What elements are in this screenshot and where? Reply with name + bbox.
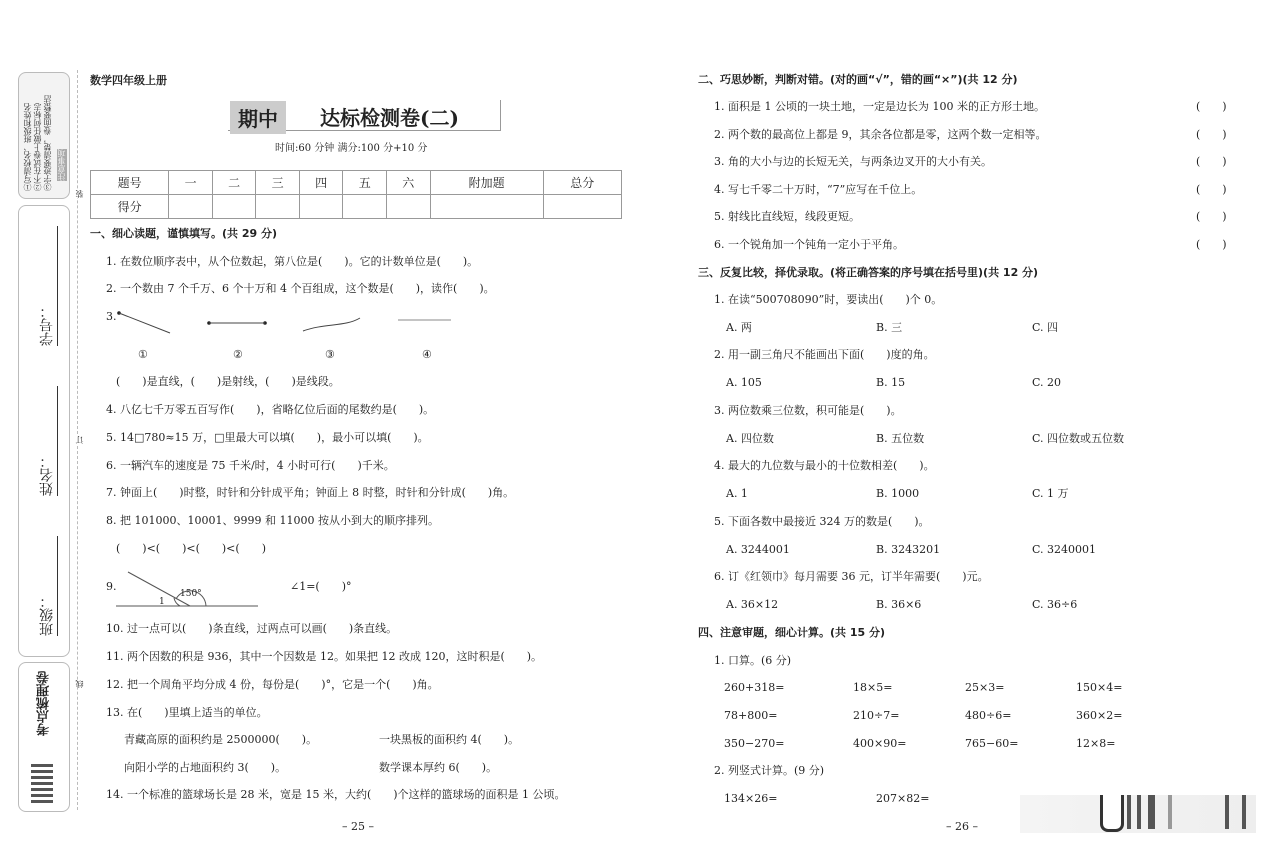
question: 3. [106, 310, 117, 323]
table-header-cell: 附加题 [430, 171, 543, 195]
choice-option[interactable]: A. 36×12 [726, 598, 779, 611]
mental-calc: 150×4= [1076, 681, 1123, 694]
score-cell[interactable] [299, 195, 343, 219]
table-header-cell: 二 [212, 171, 256, 195]
sub-heading: 1. 口算。(6 分) [714, 654, 792, 667]
choice-option[interactable]: A. 两 [726, 321, 752, 334]
choice-option[interactable]: C. 36÷6 [1032, 598, 1078, 611]
question: 14. 一个标准的篮球场长是 28 米，宽是 15 米，大约( )个这样的篮球场的面积是 1 公顷。 [106, 788, 566, 801]
question: 4. 写七千零二十万时，“7”应写在千位上。 [714, 182, 923, 196]
vertical-calc: 207×82= [876, 792, 930, 805]
question: 5. 14□780≈15 万，□里最大可以填( )，最小可以填( )。 [106, 431, 429, 444]
mental-calc: 400×90= [853, 737, 907, 750]
score-cell[interactable] [543, 195, 621, 219]
figure-label: ① [138, 348, 148, 361]
question: 13. 在( )里填上适当的单位。 [106, 706, 268, 719]
section-heading: 四、注意审题，细心计算。(共 15 分) [698, 626, 886, 639]
answer-line[interactable]: ∠1=( )° [290, 580, 352, 593]
choice-option[interactable]: C. 20 [1032, 376, 1062, 390]
page-number: – 26 – [946, 820, 978, 833]
question: 5. 射线比直线短，线段更短。 [714, 210, 860, 224]
notice-box [18, 72, 70, 199]
cut-mark: 订 [73, 436, 87, 444]
question: 10. 过一点可以( )条直线，过两点可以画( )条直线。 [106, 622, 398, 635]
class-field[interactable]: 班级： [37, 536, 58, 636]
score-cell[interactable] [343, 195, 387, 219]
title-tag: 期中 [230, 101, 286, 134]
section-heading: 三、反复比较，择优录取。(将正确答案的序号填在括号里)(共 12 分) [698, 266, 1039, 279]
table-header-cell: 六 [386, 171, 430, 195]
table-header-cell: 总分 [543, 171, 621, 195]
choice-option[interactable]: A. 3244001 [726, 542, 790, 556]
book-header: 数学四年级上册 [90, 74, 167, 87]
answer-bracket[interactable]: ( ) [1196, 182, 1227, 196]
table-header-cell: 四 [299, 171, 343, 195]
mental-calc: 350−270= [724, 737, 785, 750]
question: 7. 钟面上( )时整，时针和分针成平角；钟面上 8 时整，时针和分针成( )角。 [106, 486, 515, 499]
page-number: – 25 – [342, 820, 374, 833]
answer-bracket[interactable]: ( ) [1196, 127, 1227, 141]
mental-calc: 260+318= [724, 681, 785, 694]
brand-box [18, 662, 70, 812]
question: 6. 一个锐角加一个钝角一定小于平角。 [714, 238, 904, 251]
scan-artifact [1020, 795, 1256, 833]
choice-option[interactable]: B. 1000 [876, 487, 920, 501]
exam-meta: 时间:60 分钟 满分:100 分+10 分 [275, 143, 428, 154]
score-cell[interactable] [212, 195, 256, 219]
page-title: 达标检测卷(二) [320, 106, 459, 130]
mental-calc: 18×5= [853, 681, 893, 694]
mental-calc: 360×2= [1076, 709, 1123, 722]
figure-label: ④ [422, 348, 432, 361]
sub-item: 数学课本厚约 6( )。 [379, 761, 498, 774]
score-cell[interactable] [256, 195, 300, 219]
choice-option[interactable]: B. 五位数 [876, 431, 925, 445]
table-header-cell: 一 [169, 171, 213, 195]
score-cell[interactable] [386, 195, 430, 219]
student-info-box [18, 205, 70, 657]
question: 9. [106, 580, 117, 593]
answer-line[interactable]: ( )<( )<( )<( ) [116, 542, 266, 555]
choice-option[interactable]: B. 三 [876, 321, 903, 334]
choice-option[interactable]: A. 1 [726, 487, 748, 501]
cut-mark: 装 [73, 190, 87, 198]
choice-option[interactable]: A. 四位数 [726, 431, 774, 445]
choice-option[interactable]: C. 四位数或五位数 [1032, 431, 1125, 445]
question: 2. 用一副三角尺不能画出下面( )度的角。 [714, 348, 935, 362]
figure-label: ② [233, 348, 243, 361]
question: 5. 下面各数中最接近 324 万的数是( )。 [714, 514, 930, 528]
answer-line[interactable]: ( )是直线，( )是射线，( )是线段。 [116, 375, 340, 388]
sub-item: 一块黑板的面积约 4( )。 [379, 733, 520, 746]
answer-bracket[interactable]: ( ) [1196, 100, 1227, 113]
question: 6. 一辆汽车的速度是 75 千米/时，4 小时可行( )千米。 [106, 459, 395, 472]
question: 3. 两位数乘三位数，积可能是( )。 [714, 403, 902, 417]
choice-option[interactable]: B. 15 [876, 376, 906, 390]
brand-label: 考点梳理卷 [37, 671, 52, 736]
student-id-field[interactable]: 学号： [37, 226, 58, 346]
sub-heading: 2. 列竖式计算。(9 分) [714, 764, 825, 777]
question: 3. 角的大小与边的长短无关，与两条边叉开的大小有关。 [714, 155, 992, 169]
score-cell[interactable] [169, 195, 213, 219]
question: 2. 两个数的最高位上都是 9，其余各位都是零，这两个数一定相等。 [714, 127, 1047, 141]
question: 4. 八亿七千万零五百写作( )，省略亿位后面的尾数约是( )。 [106, 403, 435, 416]
question: 4. 最大的九位数与最小的十位数相差( )。 [714, 459, 935, 473]
choice-option[interactable]: C. 1 万 [1032, 487, 1069, 501]
question: 11. 两个因数的积是 936，其中一个因数是 12。如果把 12 改成 120，这时积是( )。 [106, 650, 543, 663]
question: 6. 订《红领巾》每月需要 36 元，订半年需要( )元。 [714, 570, 989, 583]
table-header-cell: 题号 [91, 171, 169, 195]
question: 8. 把 101000、10001、9999 和 11000 按从小到大的顺序排列。 [106, 514, 439, 527]
mental-calc: 765−60= [965, 737, 1019, 750]
angle-label: 150° [180, 589, 202, 599]
mental-calc: 12×8= [1076, 737, 1116, 750]
figure-label: ③ [325, 348, 335, 361]
notice-list [23, 79, 54, 191]
brand-logo-icon [31, 763, 53, 803]
score-cell[interactable] [430, 195, 543, 219]
notice-item: ①写清校名、班级和姓名 [23, 103, 32, 191]
notice-item: ③字迹要清楚，卷面要整洁 [43, 95, 52, 191]
score-table [90, 170, 622, 219]
name-field[interactable]: 姓名： [37, 386, 58, 496]
mental-calc: 78+800= [724, 709, 778, 722]
section-heading: 一、细心读题，谨慎填写。(共 29 分) [90, 227, 278, 240]
table-header-cell: 五 [343, 171, 387, 195]
table-header-cell: 三 [256, 171, 300, 195]
mental-calc: 480÷6= [965, 709, 1012, 722]
choice-option[interactable]: B. 3243201 [876, 542, 941, 556]
choice-option[interactable]: C. 3240001 [1032, 542, 1097, 556]
choice-option[interactable]: B. 36×6 [876, 598, 922, 611]
notice-item: ②不在试卷上做任何标志 [33, 103, 42, 191]
choice-option[interactable]: A. 105 [726, 376, 762, 390]
notice-label: 注意事项 [57, 149, 66, 181]
angle-mark: 1 [159, 597, 165, 607]
table-cell: 得分 [91, 195, 169, 219]
table-row [91, 171, 622, 195]
question: 2. 一个数由 7 个千万、6 个十万和 4 个百组成，这个数是( )，读作( )。 [106, 282, 495, 295]
sub-item: 向阳小学的占地面积约 3( )。 [124, 761, 287, 774]
answer-bracket[interactable]: ( ) [1196, 210, 1227, 224]
question: 1. 在读“500708090”时，要读出( )个 0。 [714, 293, 943, 306]
mental-calc: 25×3= [965, 681, 1005, 694]
sub-item: 青藏高原的面积约是 2500000( )。 [124, 733, 318, 746]
question: 12. 把一个周角平均分成 4 份，每份是( )°，它是一个( )角。 [106, 678, 439, 691]
answer-bracket[interactable]: ( ) [1196, 155, 1227, 169]
answer-bracket[interactable]: ( ) [1196, 238, 1227, 251]
cut-mark: 线 [73, 680, 87, 688]
mental-calc: 210÷7= [853, 709, 900, 722]
section-heading: 二、巧思妙断，判断对错。(对的画“√”，错的画“×”)(共 12 分) [698, 73, 1018, 86]
table-row [91, 195, 622, 219]
line-figures [110, 305, 470, 335]
choice-option[interactable]: C. 四 [1032, 321, 1059, 334]
question: 1. 在数位顺序表中，从个位数起，第八位是( )。它的计数单位是( )。 [106, 255, 479, 268]
question: 1. 面积是 1 公顷的一块土地，一定是边长为 100 米的正方形土地。 [714, 100, 1045, 113]
vertical-calc: 134×26= [724, 792, 778, 805]
